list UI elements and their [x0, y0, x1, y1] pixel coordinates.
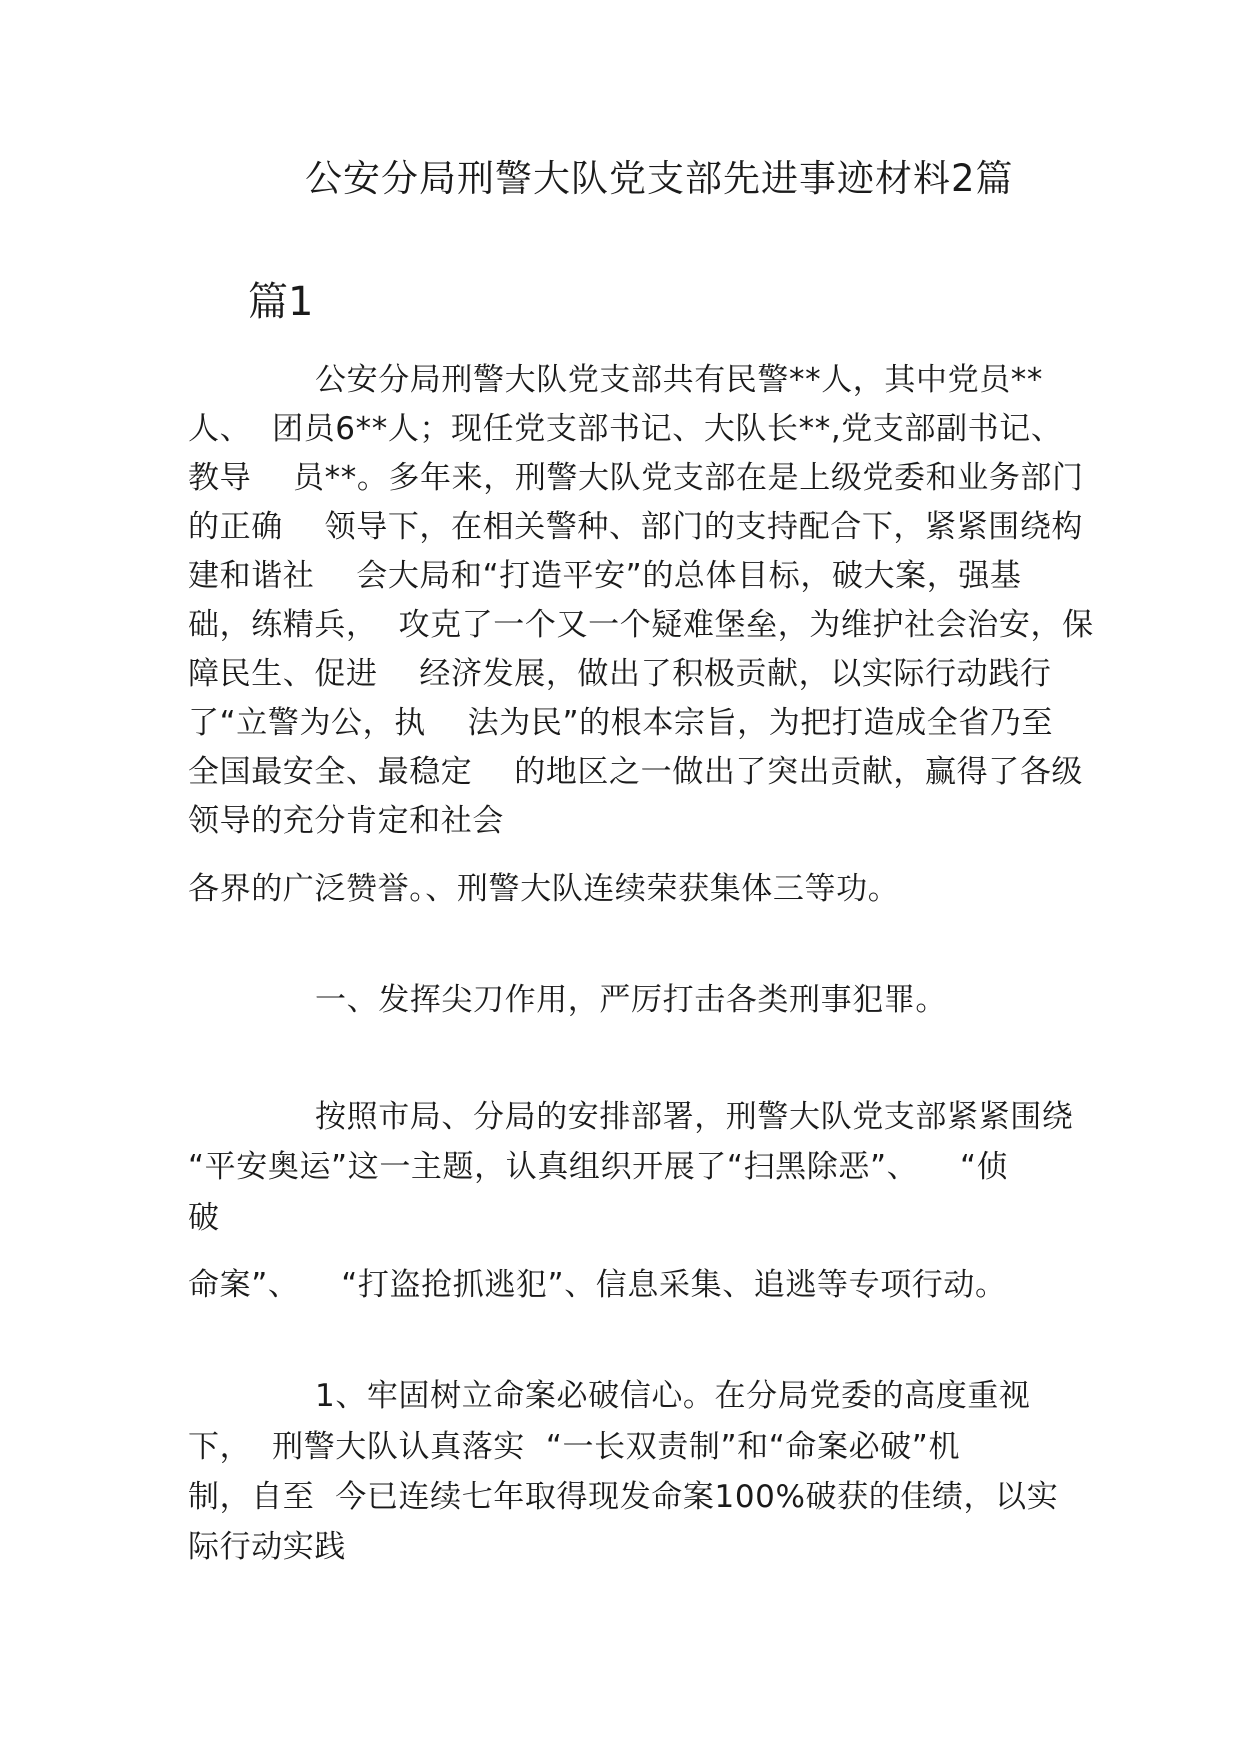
- paragraph-line: 下， 刑警大队认真落实 “一长双责制”和“命案必破”机: [188, 1429, 961, 1465]
- paragraph-line: 础，练精兵， 攻克了一个又一个疑难堡垒，为维护社会治安，保: [188, 607, 1094, 643]
- paragraph-line: 教导 员**。多年来，刑警大队党支部在是上级党委和业务部门: [188, 460, 1084, 496]
- paragraph-line: 建和谐社 会大局和“打造平安”的总体目标，破大案，强基: [188, 558, 1022, 594]
- paragraph-line: 破: [188, 1200, 220, 1236]
- paragraph-line: 公安分局刑警大队党支部共有民警**人，其中党员**: [315, 362, 1043, 398]
- paragraph-line: “平安奥运”这一主题，认真组织开展了“扫黑除恶”、 “侦: [188, 1149, 1009, 1185]
- paragraph-line: 1、牢固树立命案必破信心。在分局党委的高度重视: [315, 1378, 1031, 1414]
- section-heading: 篇1: [248, 279, 314, 325]
- paragraph-line: 制，自至 今已连续七年取得现发命案100%破获的佳绩，以实: [188, 1479, 1059, 1515]
- paragraph-line: 各界的广泛赞誉。、刑警大队连续荣获集体三等功。: [188, 871, 900, 907]
- paragraph-line: 全国最安全、最稳定 的地区之一做出了突出贡献，赢得了各级: [188, 754, 1084, 790]
- subheading: 一、发挥尖刀作用，严厉打击各类刑事犯罪。: [315, 982, 947, 1018]
- paragraph-line: 际行动实践: [188, 1529, 346, 1565]
- paragraph-line: 命案”、 “打盗抢抓逃犯”、信息采集、追逃等专项行动。: [188, 1267, 1007, 1303]
- paragraph-line: 按照市局、分局的安排部署，刑警大队党支部紧紧围绕: [315, 1099, 1074, 1135]
- paragraph-line: 障民生、促进 经济发展，做出了积极贡献，以实际行动践行: [188, 656, 1052, 692]
- paragraph-line: 领导的充分肯定和社会: [188, 803, 504, 839]
- paragraph-line: 的正确 领导下，在相关警种、部门的支持配合下，紧紧围绕构: [188, 509, 1084, 545]
- paragraph-line: 了“立警为公，执 法为民”的根本宗旨，为把打造成全省乃至: [188, 705, 1054, 741]
- document-title: 公安分局刑警大队党支部先进事迹材料2篇: [305, 157, 1014, 200]
- paragraph-line: 人、 团员6**人；现任党支部书记、大队长**,党支部副书记、: [188, 411, 1063, 447]
